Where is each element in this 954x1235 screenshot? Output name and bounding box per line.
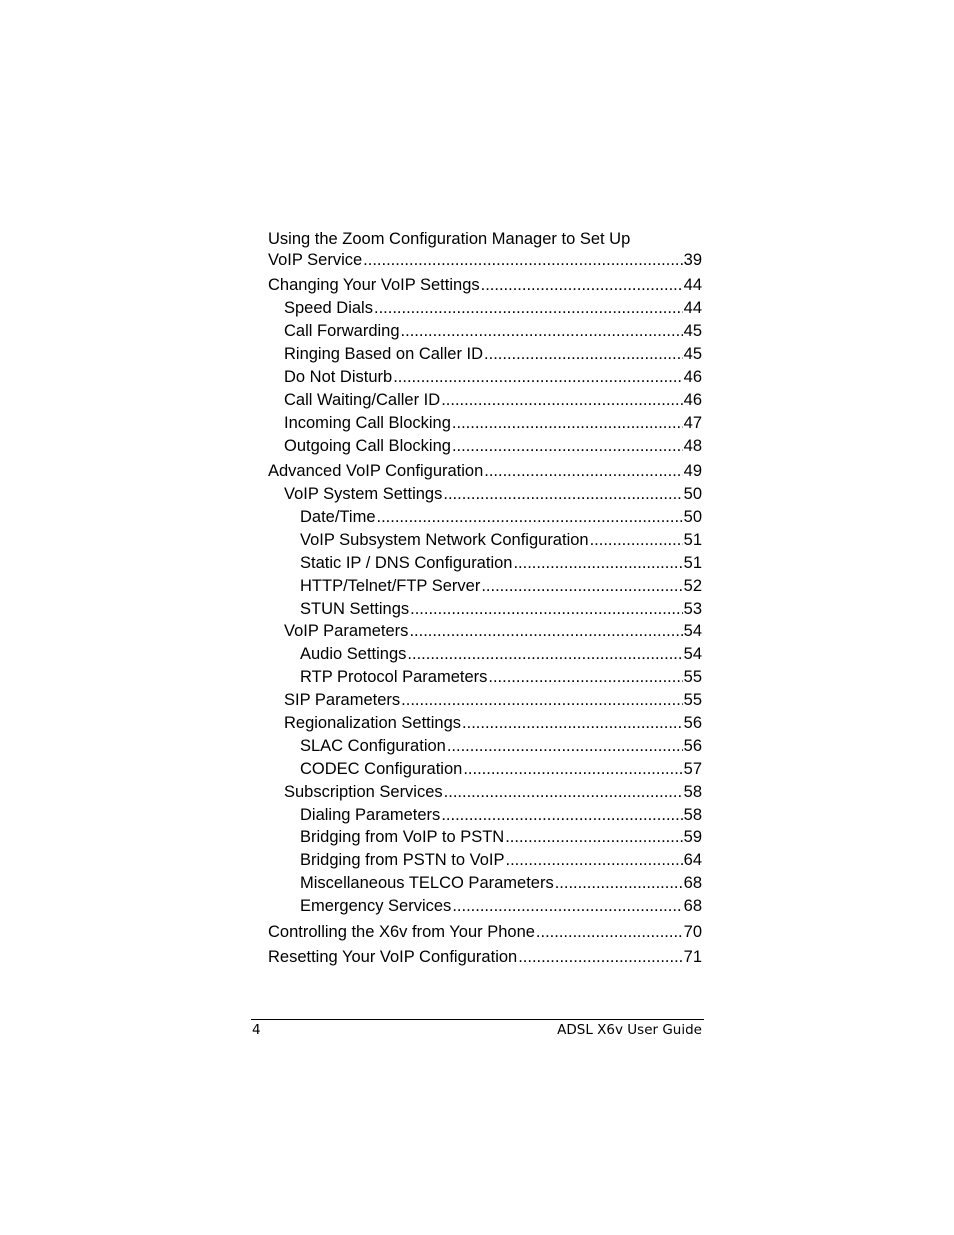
footer-divider — [251, 1019, 704, 1020]
toc-entry-page: 49 — [683, 462, 702, 481]
toc-entry[interactable] — [268, 735, 702, 758]
dot-leader — [443, 483, 682, 506]
toc-entry-title-line1: Using the Zoom Configuration Manager to Set Up — [268, 230, 631, 248]
toc-entry-title: Audio Settings — [300, 645, 407, 664]
toc-entry[interactable] — [268, 274, 702, 297]
toc-entry[interactable] — [268, 804, 702, 827]
toc-entry-page: 57 — [683, 759, 702, 778]
toc-entry-page: 71 — [683, 948, 702, 967]
toc-entry-title: Resetting Your VoIP Configuration — [268, 948, 518, 967]
toc-entry[interactable] — [268, 230, 702, 272]
toc-entry[interactable] — [268, 366, 702, 389]
toc-entry-title: Subscription Services — [284, 782, 443, 801]
dot-leader — [518, 946, 682, 969]
toc-entry-title: CODEC Configuration — [300, 759, 463, 778]
toc-entry[interactable] — [268, 620, 702, 643]
toc-entry-title: Advanced VoIP Configuration — [268, 462, 484, 481]
dot-leader — [462, 712, 683, 735]
toc-entry-page: 54 — [683, 645, 702, 664]
toc-entry-page: 56 — [683, 736, 702, 755]
toc-entry[interactable] — [268, 849, 702, 872]
dot-leader — [481, 575, 682, 598]
toc-entry-page: 45 — [683, 345, 702, 364]
toc-entry-title: Do Not Disturb — [284, 368, 393, 387]
dot-leader — [447, 735, 683, 758]
toc-entry-title: Bridging from PSTN to VoIP — [300, 851, 505, 870]
toc-entry[interactable] — [268, 389, 702, 412]
toc-entry[interactable] — [268, 575, 702, 598]
toc-entry[interactable] — [268, 921, 702, 944]
toc-entry[interactable] — [268, 483, 702, 506]
toc-entry[interactable] — [268, 712, 702, 735]
toc-entry-page: 45 — [683, 322, 702, 341]
toc-entry[interactable] — [268, 895, 702, 918]
footer-page-number: 4 — [252, 1022, 261, 1038]
toc-entry-page: 54 — [683, 622, 702, 641]
toc-entry-title: Ringing Based on Caller ID — [284, 345, 484, 364]
toc-entry-page: 44 — [683, 276, 702, 295]
dot-leader — [441, 389, 682, 412]
dot-leader — [555, 872, 683, 895]
toc-entry-page: 64 — [683, 851, 702, 870]
dot-leader — [484, 460, 682, 483]
toc-entry-title: STUN Settings — [300, 599, 410, 618]
toc-entry-page: 51 — [683, 530, 702, 549]
toc-entry-page: 46 — [683, 390, 702, 409]
dot-leader — [506, 849, 683, 872]
dot-leader — [401, 689, 682, 712]
dot-leader — [590, 529, 683, 552]
toc-entry-title: HTTP/Telnet/FTP Server — [300, 576, 481, 595]
toc-entry-title: Incoming Call Blocking — [284, 413, 451, 432]
dot-leader — [488, 666, 682, 689]
toc-entry-page: 58 — [683, 782, 702, 801]
toc-entry-title: Speed Dials — [284, 299, 373, 318]
toc-entry-title: SLAC Configuration — [300, 736, 446, 755]
toc-entry-page: 47 — [683, 413, 702, 432]
toc-entry-page: 46 — [683, 368, 702, 387]
toc-entry-page: 48 — [683, 436, 702, 455]
toc-entry-page: 52 — [683, 576, 702, 595]
toc-entry-title: Emergency Services — [300, 897, 452, 916]
toc-entry-page: 51 — [683, 553, 702, 572]
toc-entry[interactable] — [268, 643, 702, 666]
toc-entry-page: 58 — [683, 805, 702, 824]
toc-entry-page: 44 — [683, 299, 702, 318]
toc-entry-page: 50 — [683, 485, 702, 504]
toc-entry-page: 39 — [683, 251, 702, 269]
toc-entry-title: Bridging from VoIP to PSTN — [300, 828, 505, 847]
toc-entry-page: 55 — [683, 668, 702, 687]
toc-entry-title: SIP Parameters — [284, 691, 401, 710]
toc-entry[interactable] — [268, 689, 702, 712]
toc-entry-page: 55 — [683, 691, 702, 710]
toc-entry[interactable] — [268, 343, 702, 366]
dot-leader — [407, 643, 682, 666]
toc-entry-page: 70 — [683, 922, 702, 941]
dot-leader — [505, 826, 682, 849]
toc-entry-title: Call Waiting/Caller ID — [284, 390, 441, 409]
toc-entry-page: 68 — [683, 897, 702, 916]
toc-entry-title: Controlling the X6v from Your Phone — [268, 922, 535, 941]
dot-leader — [441, 804, 682, 827]
dot-leader — [481, 274, 683, 297]
toc-entry[interactable] — [268, 552, 702, 575]
toc-entry[interactable] — [268, 826, 702, 849]
toc-entry-page: 53 — [683, 599, 702, 618]
toc-entry[interactable] — [268, 529, 702, 552]
toc-entry-title: VoIP System Settings — [284, 485, 443, 504]
dot-leader — [484, 343, 683, 366]
toc-entry-page: 59 — [683, 828, 702, 847]
toc-entry-page: 68 — [683, 874, 702, 893]
toc-entry[interactable] — [268, 598, 702, 621]
toc-entry[interactable] — [268, 320, 702, 343]
toc-entry-line — [268, 249, 702, 272]
toc-entry-title: Miscellaneous TELCO Parameters — [300, 874, 554, 893]
dot-leader — [401, 320, 683, 343]
toc-entry-title: Outgoing Call Blocking — [284, 436, 451, 455]
toc-entry-page: 50 — [683, 507, 702, 526]
dot-leader — [409, 620, 682, 643]
toc-entry-title: Regionalization Settings — [284, 714, 462, 732]
toc-entry[interactable] — [268, 297, 702, 320]
toc-entry[interactable] — [268, 872, 702, 895]
toc-entry-title: Date/Time — [300, 507, 376, 526]
toc-entry-title: VoIP Service — [268, 251, 363, 269]
dot-leader — [452, 895, 682, 918]
toc-entry-title: Static IP / DNS Configuration — [300, 553, 513, 572]
toc-entry[interactable] — [268, 758, 702, 781]
dot-leader — [452, 435, 683, 458]
toc-entry-title: VoIP Parameters — [284, 622, 409, 641]
footer-guide-title: ADSL X6v User Guide — [557, 1022, 702, 1038]
toc-entry[interactable] — [268, 666, 702, 689]
toc-entry[interactable] — [268, 412, 702, 435]
toc-entry-title: Dialing Parameters — [300, 805, 441, 824]
dot-leader — [393, 366, 682, 389]
dot-leader — [463, 758, 682, 781]
toc-entry-title: Call Forwarding — [284, 322, 400, 341]
toc-entry-title: VoIP Subsystem Network Configuration — [300, 530, 589, 549]
toc-entry[interactable] — [268, 946, 702, 969]
toc-entry[interactable] — [268, 506, 702, 529]
dot-leader — [410, 598, 683, 621]
toc-entry-title: Changing Your VoIP Settings — [268, 276, 480, 295]
dot-leader — [536, 921, 683, 944]
toc-entry-title: RTP Protocol Parameters — [300, 668, 488, 687]
dot-leader — [513, 552, 682, 575]
dot-leader — [377, 506, 683, 529]
dot-leader — [444, 781, 683, 804]
toc-entry-page: 56 — [683, 714, 702, 732]
toc-entry[interactable] — [268, 460, 702, 483]
dot-leader — [452, 412, 683, 435]
dot-leader — [363, 249, 682, 272]
toc-entry[interactable] — [268, 781, 702, 804]
dot-leader — [374, 297, 683, 320]
table-of-contents — [268, 230, 702, 969]
toc-entry[interactable] — [268, 435, 702, 458]
